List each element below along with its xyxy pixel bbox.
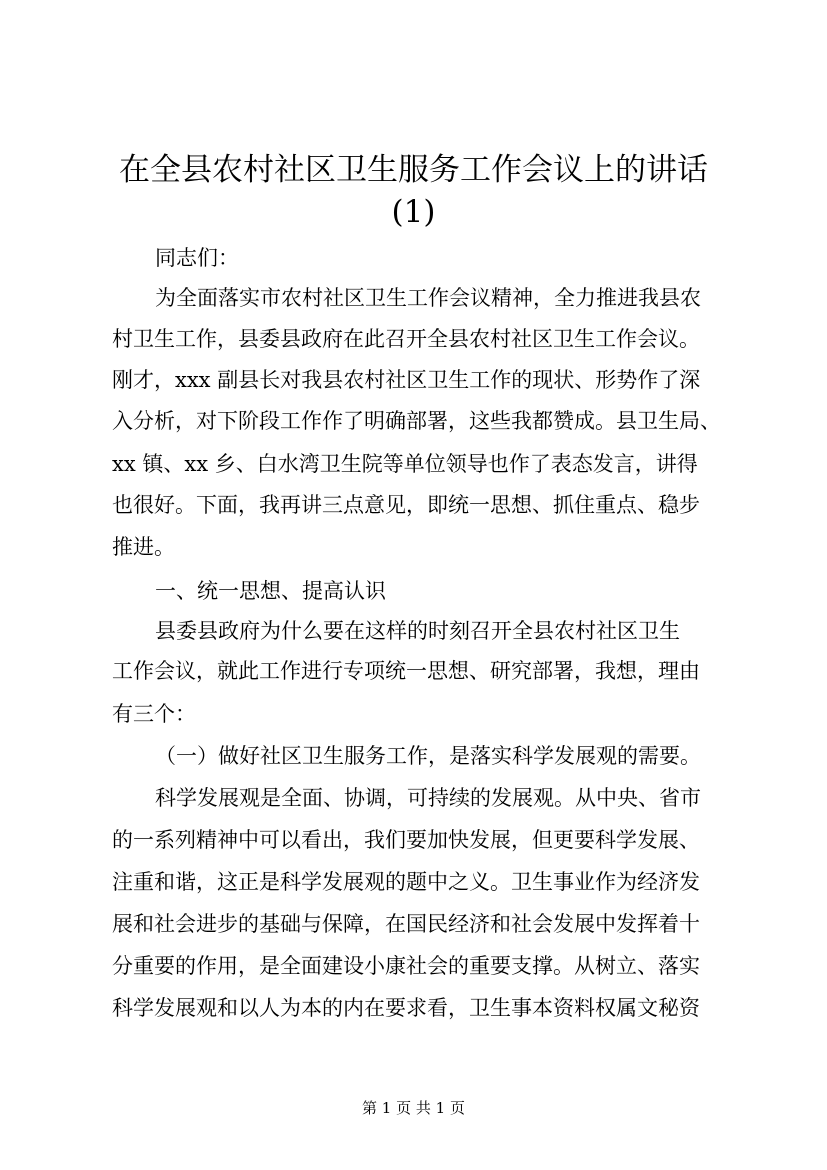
paragraph-line: xx 镇、xx 乡、白水湾卫生院等单位领导也作了表态发言，讲得 xyxy=(112,452,698,476)
paragraph-line: 展和社会进步的基础与保障，在国民经济和社会发展中发挥着十 xyxy=(112,912,700,936)
paragraph-line: 的一系列精神中可以看出，我们要加快发展，但更要科学发展、 xyxy=(112,828,700,852)
salutation: 同志们： xyxy=(155,246,239,270)
paragraph-line: 科学发展观是全面、协调，可持续的发展观。从中央、省市 xyxy=(155,786,701,810)
paragraph-line: 分重要的作用，是全面建设小康社会的重要支撑。从树立、落实 xyxy=(112,954,700,978)
paragraph-line: 注重和谐，这正是科学发展观的题中之义。卫生事业作为经济发 xyxy=(112,870,700,894)
paragraph-line: 为全面落实市农村社区卫生工作会议精神，全力推进我县农 xyxy=(155,286,701,310)
document-title: 在全县农村社区卫生服务工作会议上的讲话 xyxy=(119,152,708,188)
document-title-continued: (1) xyxy=(391,194,436,230)
section-heading: 一、统一思想、提高认识 xyxy=(155,579,386,603)
paragraph-line: 科学发展观和以人为本的内在要求看，卫生事本资料权属文秘资 xyxy=(112,996,700,1020)
paragraph-line: 也很好。下面，我再讲三点意见，即统一思想、抓住重点、稳步 xyxy=(112,493,700,517)
page-footer: 第 1 页 共 1 页 xyxy=(362,1099,465,1117)
paragraph-line: 推进。 xyxy=(112,535,175,559)
paragraph-line: 有三个： xyxy=(112,702,196,726)
paragraph-line: 县委县政府为什么要在这样的时刻召开全县农村社区卫生 xyxy=(155,619,680,643)
paragraph-line: 刚才，xxx 副县长对我县农村社区卫生工作的现状、形势作了深 xyxy=(112,368,701,392)
paragraph-line: 工作会议，就此工作进行专项统一思想、研究部署，我想，理由 xyxy=(112,659,700,683)
paragraph-line: 村卫生工作，县委县政府在此召开全县农村社区卫生工作会议。 xyxy=(112,327,700,351)
paragraph-line: 入分析，对下阶段工作作了明确部署，这些我都赞成。县卫生局、 xyxy=(112,409,721,433)
subsection-heading: （一）做好社区卫生服务工作，是落实科学发展观的需要。 xyxy=(155,744,701,768)
